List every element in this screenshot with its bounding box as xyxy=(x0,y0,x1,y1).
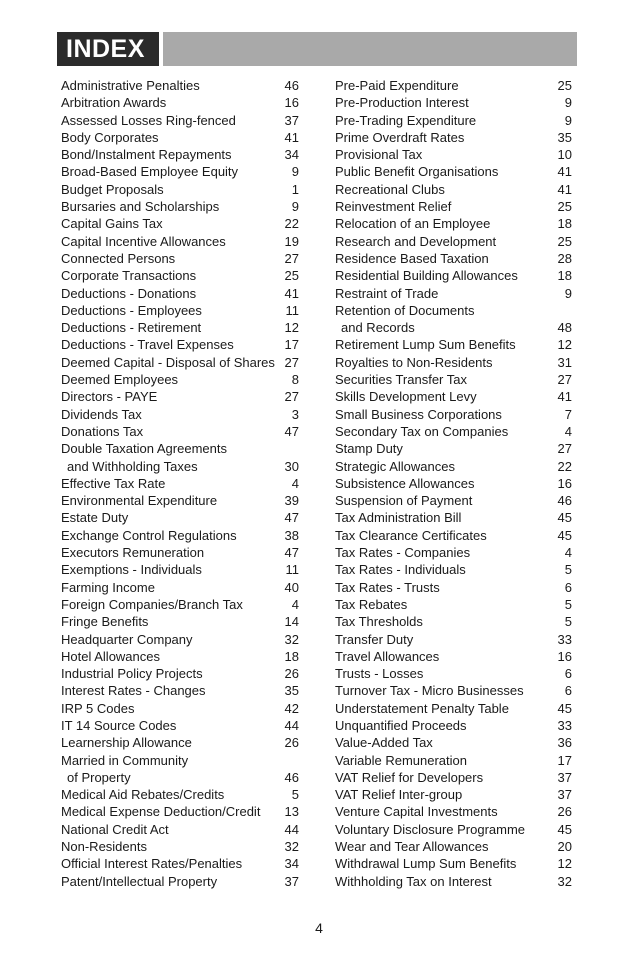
index-term: Headquarter Company xyxy=(61,631,193,647)
index-page-number: 9 xyxy=(291,199,299,215)
index-page-number: 47 xyxy=(284,510,299,526)
index-term: Recreational Clubs xyxy=(335,181,445,197)
index-term: Arbitration Awards xyxy=(61,95,167,111)
index-entry xyxy=(335,475,572,492)
index-entry xyxy=(335,198,572,215)
index-term: Executors Remuneration xyxy=(61,545,205,561)
index-entry xyxy=(61,631,299,648)
index-page-number: 45 xyxy=(557,700,572,716)
index-entry xyxy=(335,163,572,180)
index-page-number: 16 xyxy=(557,648,572,664)
index-page-number: 16 xyxy=(284,95,299,111)
index-entry xyxy=(335,77,572,94)
index-term: Corporate Transactions xyxy=(61,268,197,284)
index-page-number: 13 xyxy=(284,804,299,820)
index-entry xyxy=(61,821,299,838)
index-term: Relocation of an Employee xyxy=(335,216,491,232)
index-page-number: 35 xyxy=(284,683,299,699)
index-entry xyxy=(335,561,572,578)
index-entry xyxy=(335,423,572,440)
index-term: Unquantified Proceeds xyxy=(335,717,467,733)
index-page-number: 26 xyxy=(284,735,299,751)
index-term: Strategic Allowances xyxy=(335,458,455,474)
index-page-number: 20 xyxy=(557,839,572,855)
index-term: Capital Incentive Allowances xyxy=(61,233,226,249)
index-term: Provisional Tax xyxy=(335,147,423,163)
index-entry xyxy=(61,406,299,423)
index-page-number: 5 xyxy=(291,787,299,803)
index-term: Bursaries and Scholarships xyxy=(61,199,220,215)
index-entry xyxy=(61,527,299,544)
index-page-number: 37 xyxy=(557,787,572,803)
index-entry xyxy=(335,752,572,769)
index-term: Travel Allowances xyxy=(335,648,440,664)
index-page-number: 25 xyxy=(557,233,572,249)
index-term: National Credit Act xyxy=(61,821,169,837)
index-term: VAT Relief Inter-group xyxy=(335,787,463,803)
index-entry xyxy=(335,440,572,457)
index-page-number: 41 xyxy=(284,129,299,145)
index-entry xyxy=(335,527,572,544)
index-entry xyxy=(335,371,572,388)
index-term: Budget Proposals xyxy=(61,181,164,197)
index-page-number: 37 xyxy=(284,112,299,128)
index-term: Farming Income xyxy=(61,579,155,595)
index-term: Reinvestment Relief xyxy=(335,199,452,215)
index-term: Non-Residents xyxy=(61,839,147,855)
index-page-number: 19 xyxy=(284,233,299,249)
index-page-number: 27 xyxy=(557,441,572,457)
index-entry xyxy=(61,198,299,215)
index-entry xyxy=(61,665,299,682)
index-entry xyxy=(335,665,572,682)
index-page-number: 4 xyxy=(291,475,299,491)
index-entry xyxy=(61,423,299,440)
index-page-number: 11 xyxy=(285,302,299,318)
index-page-number: 37 xyxy=(284,873,299,889)
index-entry xyxy=(61,803,299,820)
index-entry xyxy=(335,682,572,699)
index-term: Tax Rates - Companies xyxy=(335,545,471,561)
index-page-number: 36 xyxy=(557,735,572,751)
index-entry xyxy=(335,285,572,302)
index-entry xyxy=(335,769,572,786)
index-page-number: 39 xyxy=(284,493,299,509)
index-entry xyxy=(61,786,299,803)
index-page-number: 17 xyxy=(284,337,299,353)
index-entry xyxy=(335,579,572,596)
index-entry xyxy=(61,734,299,751)
index-entry xyxy=(61,129,299,146)
index-page-number: 22 xyxy=(284,216,299,232)
index-entry xyxy=(335,838,572,855)
index-term: Tax Thresholds xyxy=(335,614,423,630)
index-term: VAT Relief for Developers xyxy=(335,769,484,785)
index-term: IRP 5 Codes xyxy=(61,700,135,716)
index-term: Estate Duty xyxy=(61,510,129,526)
index-term: Tax Administration Bill xyxy=(335,510,462,526)
index-page-number: 5 xyxy=(564,596,572,612)
index-term: Deductions - Employees xyxy=(61,302,202,318)
index-entry xyxy=(61,682,299,699)
index-term-continuation: of Property xyxy=(67,769,131,785)
index-page-number: 11 xyxy=(285,562,299,578)
index-right-column xyxy=(335,77,572,890)
index-entry xyxy=(61,509,299,526)
index-page-number: 46 xyxy=(284,769,299,785)
index-page-number: 31 xyxy=(557,354,572,370)
index-term: Retention of Documents xyxy=(335,302,475,318)
index-entry xyxy=(335,492,572,509)
index-term: Exchange Control Regulations xyxy=(61,527,237,543)
index-entry xyxy=(335,613,572,630)
index-entry-terms xyxy=(61,752,188,787)
index-entry xyxy=(61,855,299,872)
index-left-column xyxy=(61,77,299,890)
index-entry xyxy=(335,302,572,337)
index-entry xyxy=(61,163,299,180)
index-term: Hotel Allowances xyxy=(61,648,160,664)
index-term: Retirement Lump Sum Benefits xyxy=(335,337,516,353)
index-term: Pre-Production Interest xyxy=(335,95,469,111)
index-page-number: 14 xyxy=(284,614,299,630)
index-term: Effective Tax Rate xyxy=(61,475,166,491)
index-entry xyxy=(335,336,572,353)
index-term: Securities Transfer Tax xyxy=(335,372,467,388)
index-entry xyxy=(61,388,299,405)
index-page-number: 45 xyxy=(557,821,572,837)
index-page-number: 5 xyxy=(564,562,572,578)
index-page-number: 8 xyxy=(291,372,299,388)
index-page-number: 9 xyxy=(564,112,572,128)
index-entry xyxy=(61,336,299,353)
index-entry xyxy=(61,561,299,578)
index-term: Residence Based Taxation xyxy=(335,250,489,266)
index-term: Environmental Expenditure xyxy=(61,493,218,509)
index-page-number: 4 xyxy=(564,545,572,561)
index-page-number: 41 xyxy=(557,181,572,197)
index-page-number: 18 xyxy=(557,216,572,232)
index-term: Connected Persons xyxy=(61,250,176,266)
index-entry xyxy=(61,285,299,302)
index-page-number: 4 xyxy=(291,596,299,612)
index-term: IT 14 Source Codes xyxy=(61,717,177,733)
index-page-number: 9 xyxy=(564,285,572,301)
index-term: Deemed Employees xyxy=(61,372,179,388)
index-term: Pre-Paid Expenditure xyxy=(335,78,459,93)
index-entry xyxy=(61,838,299,855)
index-entry xyxy=(61,544,299,561)
index-page-number: 45 xyxy=(557,527,572,543)
index-page-number: 22 xyxy=(557,458,572,474)
index-term: Double Taxation Agreements xyxy=(61,441,227,457)
index-term: Capital Gains Tax xyxy=(61,216,163,232)
index-term: Public Benefit Organisations xyxy=(335,164,499,180)
index-term: Tax Rates - Trusts xyxy=(335,579,440,595)
index-entry xyxy=(61,752,299,787)
index-entry xyxy=(61,371,299,388)
index-entry xyxy=(335,700,572,717)
index-page-number: 46 xyxy=(557,493,572,509)
index-page-number: 27 xyxy=(284,389,299,405)
index-entry xyxy=(335,267,572,284)
index-page-number: 34 xyxy=(284,147,299,163)
index-term: Broad-Based Employee Equity xyxy=(61,164,239,180)
index-entry-terms xyxy=(61,440,227,475)
index-entry xyxy=(61,596,299,613)
index-entry xyxy=(61,492,299,509)
index-entry-terms xyxy=(335,302,474,337)
index-term: Exemptions - Individuals xyxy=(61,562,202,578)
index-term: Subsistence Allowances xyxy=(335,475,475,491)
index-term: Patent/Intellectual Property xyxy=(61,873,218,889)
index-term: Restraint of Trade xyxy=(335,285,439,301)
index-term: Deemed Capital - Disposal of Shares xyxy=(61,354,275,370)
index-term: Secondary Tax on Companies xyxy=(335,423,509,439)
index-term-continuation: and Records xyxy=(341,320,415,336)
index-page-number: 1 xyxy=(291,181,299,197)
index-term: Fringe Benefits xyxy=(61,614,149,630)
index-term: Residential Building Allowances xyxy=(335,268,518,284)
index-term: Small Business Corporations xyxy=(335,406,502,422)
index-page-number: 37 xyxy=(557,769,572,785)
index-page-number: 18 xyxy=(557,268,572,284)
index-term: Transfer Duty xyxy=(335,631,414,647)
index-entry xyxy=(335,544,572,561)
index-entry xyxy=(335,734,572,751)
index-entry xyxy=(335,821,572,838)
index-term: Tax Rates - Individuals xyxy=(335,562,466,578)
index-entry xyxy=(335,250,572,267)
index-page-number: 6 xyxy=(564,683,572,699)
index-page-number: 38 xyxy=(284,527,299,543)
index-term: Understatement Penalty Table xyxy=(335,700,509,716)
index-page-number: 30 xyxy=(284,458,299,474)
index-term: Trusts - Losses xyxy=(335,666,424,682)
index-title-box xyxy=(57,32,163,66)
index-term: Deductions - Retirement xyxy=(61,320,202,336)
index-page-number: 5 xyxy=(564,614,572,630)
index-page-number: 41 xyxy=(284,285,299,301)
index-entry xyxy=(335,855,572,872)
index-entry xyxy=(335,354,572,371)
index-page-number: 26 xyxy=(557,804,572,820)
index-term: Stamp Duty xyxy=(335,441,403,457)
index-entry xyxy=(61,440,299,475)
index-page-number: 35 xyxy=(557,129,572,145)
index-page-number: 6 xyxy=(564,666,572,682)
index-page-number: 9 xyxy=(564,95,572,111)
index-entry xyxy=(335,873,572,890)
index-entry xyxy=(335,94,572,111)
index-header-bar xyxy=(57,32,577,66)
index-term: Official Interest Rates/Penalties xyxy=(61,856,243,872)
index-page-number: 10 xyxy=(557,147,572,163)
index-term: Learnership Allowance xyxy=(61,735,192,751)
index-page-number: 44 xyxy=(284,821,299,837)
index-page-number: 25 xyxy=(557,199,572,215)
index-entry xyxy=(335,596,572,613)
index-term: Skills Development Levy xyxy=(335,389,477,405)
index-term: Interest Rates - Changes xyxy=(61,683,206,699)
index-term: Directors - PAYE xyxy=(61,389,158,405)
index-page-number: 32 xyxy=(284,839,299,855)
index-page-number: 41 xyxy=(557,164,572,180)
index-page-number: 6 xyxy=(564,579,572,595)
index-entry xyxy=(335,803,572,820)
index-page-number: 40 xyxy=(284,579,299,595)
index-page-number: 48 xyxy=(557,320,572,336)
index-page-number: 12 xyxy=(557,856,572,872)
index-term: Administrative Penalties xyxy=(61,78,200,93)
index-page-number: 18 xyxy=(284,648,299,664)
index-entry xyxy=(335,509,572,526)
index-term: Wear and Tear Allowances xyxy=(335,839,489,855)
index-page-number: 47 xyxy=(284,545,299,561)
index-page-number: 46 xyxy=(284,78,299,93)
index-page-number: 32 xyxy=(557,873,572,889)
index-term: Voluntary Disclosure Programme xyxy=(335,821,526,837)
index-term: Foreign Companies/Branch Tax xyxy=(61,596,243,612)
index-term: Research and Development xyxy=(335,233,497,249)
index-page-number: 25 xyxy=(557,78,572,93)
index-page-number: 27 xyxy=(557,372,572,388)
index-page-number: 34 xyxy=(284,856,299,872)
index-page-number: 12 xyxy=(284,320,299,336)
index-page-number: 33 xyxy=(557,631,572,647)
index-term: Withholding Tax on Interest xyxy=(335,873,492,889)
index-page-number: 7 xyxy=(564,406,572,422)
index-term: Suspension of Payment xyxy=(335,493,473,509)
index-entry xyxy=(61,77,299,94)
index-term: Medical Expense Deduction/Credit xyxy=(61,804,261,820)
index-entry xyxy=(335,786,572,803)
index-term: Donations Tax xyxy=(61,423,144,439)
index-entry xyxy=(61,233,299,250)
index-term: Assessed Losses Ring-fenced xyxy=(61,112,236,128)
index-page-number: 45 xyxy=(557,510,572,526)
index-entry xyxy=(61,873,299,890)
index-page-number: 47 xyxy=(284,423,299,439)
index-page-number: 26 xyxy=(284,666,299,682)
index-entry xyxy=(61,94,299,111)
index-title: INDEX xyxy=(66,35,145,63)
index-page-number: 25 xyxy=(284,268,299,284)
index-entry xyxy=(61,648,299,665)
index-entry xyxy=(61,302,299,319)
index-term-continuation: and Withholding Taxes xyxy=(67,458,198,474)
index-page-number: 44 xyxy=(284,717,299,733)
index-term: Married in Community xyxy=(61,752,189,768)
index-term: Prime Overdraft Rates xyxy=(335,129,465,145)
index-page-number: 12 xyxy=(557,337,572,353)
index-entry xyxy=(335,181,572,198)
index-entry xyxy=(335,112,572,129)
index-term: Tax Rebates xyxy=(335,596,408,612)
index-term: Variable Remuneration xyxy=(335,752,467,768)
index-entry xyxy=(61,112,299,129)
index-entry xyxy=(61,700,299,717)
index-entry xyxy=(61,215,299,232)
index-term: Venture Capital Investments xyxy=(335,804,498,820)
index-term: Pre-Trading Expenditure xyxy=(335,112,477,128)
index-entry xyxy=(335,146,572,163)
index-term: Royalties to Non-Residents xyxy=(335,354,493,370)
index-page-number: 17 xyxy=(557,752,572,768)
index-page-number: 3 xyxy=(291,406,299,422)
index-page-number: 41 xyxy=(557,389,572,405)
index-entry xyxy=(335,631,572,648)
index-entry xyxy=(335,406,572,423)
index-entry xyxy=(61,319,299,336)
index-page-number: 4 xyxy=(564,423,572,439)
index-term: Deductions - Donations xyxy=(61,285,197,301)
index-entry xyxy=(61,181,299,198)
index-entry xyxy=(61,613,299,630)
index-term: Withdrawal Lump Sum Benefits xyxy=(335,856,517,872)
index-entry xyxy=(335,648,572,665)
index-term: Industrial Policy Projects xyxy=(61,666,203,682)
index-entry xyxy=(61,475,299,492)
index-page-number: 42 xyxy=(284,700,299,716)
index-entry xyxy=(335,717,572,734)
index-entry xyxy=(335,458,572,475)
index-entry xyxy=(335,129,572,146)
index-entry xyxy=(61,267,299,284)
index-term: Value-Added Tax xyxy=(335,735,433,751)
index-page-number: 32 xyxy=(284,631,299,647)
index-entry xyxy=(61,250,299,267)
index-entry xyxy=(335,388,572,405)
index-entry xyxy=(61,354,299,371)
index-term: Tax Clearance Certificates xyxy=(335,527,487,543)
index-term: Medical Aid Rebates/Credits xyxy=(61,787,225,803)
index-page-number: 33 xyxy=(557,717,572,733)
index-entry xyxy=(61,579,299,596)
index-entry xyxy=(335,215,572,232)
page-number: 4 xyxy=(315,920,323,936)
index-term: Body Corporates xyxy=(61,129,159,145)
index-term: Bond/Instalment Repayments xyxy=(61,147,232,163)
index-page-number: 27 xyxy=(284,354,299,370)
index-term: Dividends Tax xyxy=(61,406,142,422)
index-entry xyxy=(61,717,299,734)
index-term: Turnover Tax - Micro Businesses xyxy=(335,683,524,699)
index-page-number: 28 xyxy=(557,250,572,266)
index-entry xyxy=(335,233,572,250)
index-page-number: 9 xyxy=(291,164,299,180)
index-page-number: 16 xyxy=(557,475,572,491)
index-entry xyxy=(61,146,299,163)
index-page-number: 27 xyxy=(284,250,299,266)
index-term: Deductions - Travel Expenses xyxy=(61,337,234,353)
